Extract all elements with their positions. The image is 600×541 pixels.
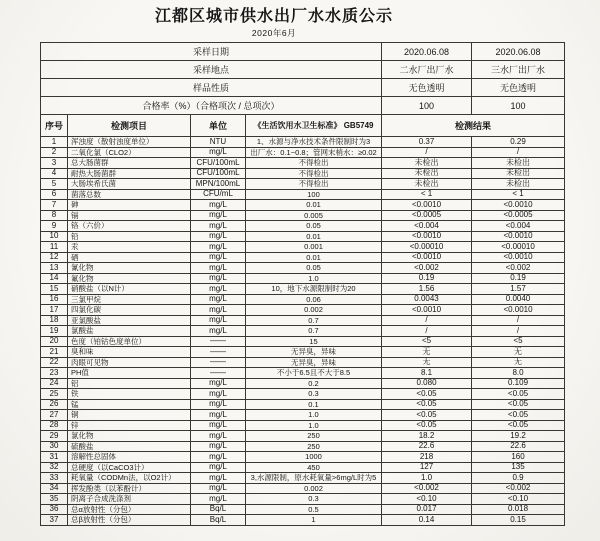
row-index: 21	[41, 347, 68, 358]
test-item-unit: mg/L	[191, 242, 246, 253]
row-index: 22	[41, 357, 68, 368]
row-index: 5	[41, 179, 68, 190]
test-item-name: 亚氯酸盐	[68, 315, 191, 326]
result-plant2: 127	[382, 462, 472, 473]
table-row	[41, 420, 565, 431]
pass-rate-label: 合格率（%）（合格项次 / 总项次）	[41, 97, 382, 115]
test-item-unit: ——	[191, 357, 246, 368]
standard-limit: 0.002	[246, 305, 382, 316]
result-plant2: 未检出	[382, 179, 472, 190]
test-item-unit: NTU	[191, 137, 246, 148]
row-index: 32	[41, 462, 68, 473]
standard-limit: 250	[246, 441, 382, 452]
row-index: 26	[41, 399, 68, 410]
standard-limit: 1.0	[246, 273, 382, 284]
result-plant2: <0.05	[382, 410, 472, 421]
result-plant3: 160	[472, 452, 565, 463]
test-item-name: 氯酸盐	[68, 326, 191, 337]
sample-location-plant2: 二水厂出厂水	[382, 61, 472, 79]
table-row	[41, 315, 565, 326]
standard-limit: 1.0	[246, 420, 382, 431]
test-item-name: 氯化物	[68, 431, 191, 442]
result-plant2: 0.14	[382, 515, 472, 526]
water-quality-table	[40, 42, 565, 526]
test-item-name: 镉	[68, 210, 191, 221]
result-plant3: 0.19	[472, 273, 565, 284]
result-plant3: 135	[472, 462, 565, 473]
test-item-unit: mg/L	[191, 273, 246, 284]
meta-section	[41, 43, 565, 137]
document-header	[0, 7, 600, 39]
standard-limit: 0.05	[246, 263, 382, 274]
sample-property-label: 样品性质	[41, 79, 382, 97]
standard-limit: 450	[246, 462, 382, 473]
table-row	[41, 284, 565, 295]
table-row	[41, 305, 565, 316]
row-index: 12	[41, 252, 68, 263]
sample-property-row	[41, 79, 565, 97]
row-index: 17	[41, 305, 68, 316]
result-plant3: 未检出	[472, 179, 565, 190]
result-plant2: <0.002	[382, 263, 472, 274]
test-item-name: 三氯甲烷	[68, 294, 191, 305]
test-item-unit: mg/L	[191, 284, 246, 295]
test-item-unit: mg/L	[191, 315, 246, 326]
table-row	[41, 231, 565, 242]
test-item-unit: mg/L	[191, 473, 246, 484]
test-item-name: 汞	[68, 242, 191, 253]
row-index: 6	[41, 189, 68, 200]
row-index: 9	[41, 221, 68, 232]
pass-rate-row	[41, 97, 565, 115]
row-index: 18	[41, 315, 68, 326]
table-row	[41, 200, 565, 211]
row-index: 33	[41, 473, 68, 484]
test-item-unit: ——	[191, 336, 246, 347]
table-row	[41, 294, 565, 305]
result-plant3: <0.004	[472, 221, 565, 232]
result-plant3: 19.2	[472, 431, 565, 442]
result-plant2: /	[382, 147, 472, 158]
result-plant2: <0.05	[382, 399, 472, 410]
test-item-name: PH值	[68, 368, 191, 379]
row-index: 3	[41, 158, 68, 169]
test-item-name: 挥发酚类（以苯酚计）	[68, 483, 191, 494]
result-plant2: 0.0043	[382, 294, 472, 305]
standard-limit: 0.01	[246, 231, 382, 242]
standard-limit: 3,水源限制，原水耗氧量>6mg/L时为5	[246, 473, 382, 484]
test-item-name: 氰化物	[68, 263, 191, 274]
result-plant3: 1.57	[472, 284, 565, 295]
table-row	[41, 452, 565, 463]
row-index: 14	[41, 273, 68, 284]
test-item-name: 耐热大肠菌群	[68, 168, 191, 179]
result-plant2: /	[382, 326, 472, 337]
table-row	[41, 137, 565, 148]
standard-limit: 0.7	[246, 315, 382, 326]
table-row	[41, 147, 565, 158]
standard-limit: 0.2	[246, 378, 382, 389]
standard-limit: 0.5	[246, 504, 382, 515]
sample-location-plant3: 三水厂出厂水	[472, 61, 565, 79]
test-item-name: 铁	[68, 389, 191, 400]
sample-date-plant2: 2020.06.08	[382, 43, 472, 61]
result-plant3: 0.9	[472, 473, 565, 484]
test-item-name: 肉眼可见物	[68, 357, 191, 368]
test-item-unit: mg/L	[191, 210, 246, 221]
sample-date-plant3: 2020.06.08	[472, 43, 565, 61]
row-index: 13	[41, 263, 68, 274]
table-row	[41, 410, 565, 421]
table-row	[41, 441, 565, 452]
standard-limit: 不得检出	[246, 158, 382, 169]
table-row	[41, 431, 565, 442]
row-index: 35	[41, 494, 68, 505]
test-item-unit: CFU/mL	[191, 189, 246, 200]
standard-limit: 0.3	[246, 494, 382, 505]
test-item-name: 总硬度（以CaCO3计）	[68, 462, 191, 473]
standard-limit: 0.7	[246, 326, 382, 337]
test-item-name: 硝酸盐（以N计）	[68, 284, 191, 295]
result-plant3: 0.29	[472, 137, 565, 148]
row-index: 25	[41, 389, 68, 400]
result-plant3: <5	[472, 336, 565, 347]
result-plant3: <0.002	[472, 263, 565, 274]
test-item-unit: ——	[191, 368, 246, 379]
result-plant3: 0.15	[472, 515, 565, 526]
result-plant3: 0.109	[472, 378, 565, 389]
table-row	[41, 368, 565, 379]
table-row	[41, 210, 565, 221]
row-index: 36	[41, 504, 68, 515]
standard-limit: 100	[246, 189, 382, 200]
test-item-unit: mg/L	[191, 452, 246, 463]
table-row	[41, 357, 565, 368]
standard-limit: 不得检出	[246, 168, 382, 179]
test-item-name: 四氯化碳	[68, 305, 191, 316]
row-index: 29	[41, 431, 68, 442]
result-plant2: <0.004	[382, 221, 472, 232]
col-header-unit: 单位	[191, 115, 246, 137]
result-plant3: <0.0005	[472, 210, 565, 221]
table-row	[41, 263, 565, 274]
sample-property-plant2: 无色透明	[382, 79, 472, 97]
test-item-name: 锰	[68, 399, 191, 410]
result-plant3: 无	[472, 347, 565, 358]
result-plant2: 无	[382, 347, 472, 358]
row-index: 23	[41, 368, 68, 379]
row-index: 24	[41, 378, 68, 389]
result-plant2: <5	[382, 336, 472, 347]
table-row	[41, 252, 565, 263]
result-plant3: <0.05	[472, 410, 565, 421]
row-index: 16	[41, 294, 68, 305]
result-plant2: 未检出	[382, 168, 472, 179]
test-item-name: 菌落总数	[68, 189, 191, 200]
standard-limit: 0.01	[246, 252, 382, 263]
test-item-unit: CFU/100mL	[191, 168, 246, 179]
standard-limit: 0.005	[246, 210, 382, 221]
result-plant3: <0.0010	[472, 305, 565, 316]
table-row	[41, 273, 565, 284]
test-item-unit: mg/L	[191, 431, 246, 442]
result-plant3: <0.002	[472, 483, 565, 494]
standard-limit: 1、水源与净水技术条件限制时为3	[246, 137, 382, 148]
result-plant2: /	[382, 315, 472, 326]
result-plant2: 18.2	[382, 431, 472, 442]
result-plant2: 1.0	[382, 473, 472, 484]
result-plant2: <0.0010	[382, 252, 472, 263]
test-item-unit: mg/L	[191, 399, 246, 410]
table-row	[41, 473, 565, 484]
result-plant2: <0.0005	[382, 210, 472, 221]
result-plant2: 无	[382, 357, 472, 368]
page-subtitle: 2020年6月	[251, 28, 297, 38]
result-plant2: 8.1	[382, 368, 472, 379]
result-plant3: <0.05	[472, 420, 565, 431]
row-index: 31	[41, 452, 68, 463]
row-index: 2	[41, 147, 68, 158]
col-header-standard: 《生活饮用水卫生标准》 GB5749	[246, 115, 382, 137]
test-item-name: 铜	[68, 410, 191, 421]
result-plant2: 0.080	[382, 378, 472, 389]
test-item-unit: mg/L	[191, 252, 246, 263]
standard-limit: 1000	[246, 452, 382, 463]
page-title: 江都区城市供水出厂水水质公示	[154, 8, 393, 25]
sample-date-label: 采样日期	[41, 43, 382, 61]
standard-limit: 无异臭，异味	[246, 347, 382, 358]
result-plant2: 0.19	[382, 273, 472, 284]
table-row	[41, 242, 565, 253]
result-plant3: < 1	[472, 189, 565, 200]
test-item-name: 硫酸盐	[68, 441, 191, 452]
test-item-name: 总大肠菌群	[68, 158, 191, 169]
result-plant2: 218	[382, 452, 472, 463]
test-item-unit: mg/L	[191, 305, 246, 316]
row-index: 37	[41, 515, 68, 526]
sample-location-row	[41, 61, 565, 79]
test-item-name: 大肠埃希氏菌	[68, 179, 191, 190]
test-item-unit: mg/L	[191, 294, 246, 305]
row-index: 28	[41, 420, 68, 431]
table-row	[41, 347, 565, 358]
col-header-result: 检测结果	[382, 115, 565, 137]
row-index: 11	[41, 242, 68, 253]
table-row	[41, 336, 565, 347]
table-row	[41, 179, 565, 190]
test-item-name: 臭和味	[68, 347, 191, 358]
test-item-unit: mg/L	[191, 263, 246, 274]
test-item-name: 总β放射性（分包）	[68, 515, 191, 526]
test-item-name: 浑浊度（散射浊度单位）	[68, 137, 191, 148]
result-plant3: /	[472, 326, 565, 337]
test-item-unit: mg/L	[191, 441, 246, 452]
test-item-unit: mg/L	[191, 462, 246, 473]
results-section	[41, 137, 565, 526]
row-index: 7	[41, 200, 68, 211]
standard-limit: 15	[246, 336, 382, 347]
standard-limit: 无异臭，异味	[246, 357, 382, 368]
row-index: 8	[41, 210, 68, 221]
table-row	[41, 494, 565, 505]
test-item-name: 氟化物	[68, 273, 191, 284]
sample-property-plant3: 无色透明	[472, 79, 565, 97]
standard-limit: 0.002	[246, 483, 382, 494]
test-item-unit: mg/L	[191, 147, 246, 158]
test-item-name: 色度（铂钴色度单位）	[68, 336, 191, 347]
table-row	[41, 483, 565, 494]
standard-limit: 不小于6.5且不大于8.5	[246, 368, 382, 379]
result-plant3: 0.0040	[472, 294, 565, 305]
result-plant3: <0.0010	[472, 200, 565, 211]
standard-limit: 10，地下水源限制时为20	[246, 284, 382, 295]
result-plant2: <0.0010	[382, 231, 472, 242]
standard-limit: 0.05	[246, 221, 382, 232]
table-row	[41, 221, 565, 232]
result-plant2: <0.10	[382, 494, 472, 505]
standard-limit: 0.1	[246, 399, 382, 410]
test-item-name: 砷	[68, 200, 191, 211]
test-item-name: 二氧化氯（CLO2）	[68, 147, 191, 158]
sample-location-label: 采样地点	[41, 61, 382, 79]
table-row	[41, 399, 565, 410]
test-item-unit: mg/L	[191, 221, 246, 232]
table-row	[41, 462, 565, 473]
pass-rate-plant3: 100	[472, 97, 565, 115]
test-item-unit: CFU/100mL	[191, 158, 246, 169]
row-index: 19	[41, 326, 68, 337]
standard-limit: 0.01	[246, 200, 382, 211]
row-index: 10	[41, 231, 68, 242]
standard-limit: 不得检出	[246, 179, 382, 190]
standard-limit: 250	[246, 431, 382, 442]
result-plant3: <0.0010	[472, 252, 565, 263]
result-plant2: 未检出	[382, 158, 472, 169]
result-plant2: 0.37	[382, 137, 472, 148]
result-plant3: 未检出	[472, 168, 565, 179]
table-row	[41, 389, 565, 400]
test-item-name: 溶解性总固体	[68, 452, 191, 463]
table-row	[41, 378, 565, 389]
table-row	[41, 168, 565, 179]
test-item-unit: mg/L	[191, 326, 246, 337]
result-plant3: /	[472, 315, 565, 326]
result-plant3: 无	[472, 357, 565, 368]
col-header-item: 检测项目	[68, 115, 191, 137]
table-row	[41, 189, 565, 200]
col-header-index: 序号	[41, 115, 68, 137]
test-item-name: 铬（六价）	[68, 221, 191, 232]
test-item-unit: mg/L	[191, 420, 246, 431]
standard-limit: 0.001	[246, 242, 382, 253]
standard-limit: 1	[246, 515, 382, 526]
result-plant3: <0.0010	[472, 231, 565, 242]
result-plant2: <0.00010	[382, 242, 472, 253]
table-row	[41, 504, 565, 515]
sample-date-row	[41, 43, 565, 61]
result-plant2: <0.002	[382, 483, 472, 494]
result-plant2: < 1	[382, 189, 472, 200]
test-item-name: 阴离子合成洗涤剂	[68, 494, 191, 505]
result-plant3: <0.05	[472, 399, 565, 410]
test-item-unit: mg/L	[191, 483, 246, 494]
result-plant3: 22.6	[472, 441, 565, 452]
test-item-unit: mg/L	[191, 231, 246, 242]
test-item-unit: mg/L	[191, 378, 246, 389]
test-item-unit: MPN/100mL	[191, 179, 246, 190]
standard-limit: 1.0	[246, 410, 382, 421]
result-plant2: 22.6	[382, 441, 472, 452]
result-plant2: <0.05	[382, 389, 472, 400]
test-item-name: 耗氧量（CODMn法，以O2计）	[68, 473, 191, 484]
result-plant3: <0.05	[472, 389, 565, 400]
test-item-unit: mg/L	[191, 389, 246, 400]
result-plant2: <0.0010	[382, 200, 472, 211]
result-plant3: <0.00010	[472, 242, 565, 253]
row-index: 27	[41, 410, 68, 421]
test-item-unit: Bq/L	[191, 515, 246, 526]
table-row	[41, 515, 565, 526]
result-plant2: <0.05	[382, 420, 472, 431]
table-row	[41, 158, 565, 169]
row-index: 15	[41, 284, 68, 295]
row-index: 1	[41, 137, 68, 148]
standard-limit: 0.06	[246, 294, 382, 305]
row-index: 30	[41, 441, 68, 452]
test-item-unit: mg/L	[191, 200, 246, 211]
test-item-name: 锌	[68, 420, 191, 431]
test-item-unit: mg/L	[191, 494, 246, 505]
test-item-name: 铅	[68, 231, 191, 242]
standard-limit: 出厂水：0.1~0.8；管网末梢水：≥0.02	[246, 147, 382, 158]
column-header-row	[41, 115, 565, 137]
result-plant3: <0.10	[472, 494, 565, 505]
test-item-name: 铝	[68, 378, 191, 389]
pass-rate-plant2: 100	[382, 97, 472, 115]
result-plant2: 0.017	[382, 504, 472, 515]
row-index: 20	[41, 336, 68, 347]
result-plant3: /	[472, 147, 565, 158]
table-row	[41, 326, 565, 337]
result-plant3: 8.0	[472, 368, 565, 379]
row-index: 34	[41, 483, 68, 494]
test-item-name: 硒	[68, 252, 191, 263]
test-item-unit: ——	[191, 347, 246, 358]
test-item-unit: mg/L	[191, 410, 246, 421]
standard-limit: 0.3	[246, 389, 382, 400]
result-plant3: 未检出	[472, 158, 565, 169]
test-item-unit: Bq/L	[191, 504, 246, 515]
result-plant3: 0.018	[472, 504, 565, 515]
row-index: 4	[41, 168, 68, 179]
test-item-name: 总α放射性（分包）	[68, 504, 191, 515]
result-plant2: 1.56	[382, 284, 472, 295]
result-plant2: <0.0010	[382, 305, 472, 316]
